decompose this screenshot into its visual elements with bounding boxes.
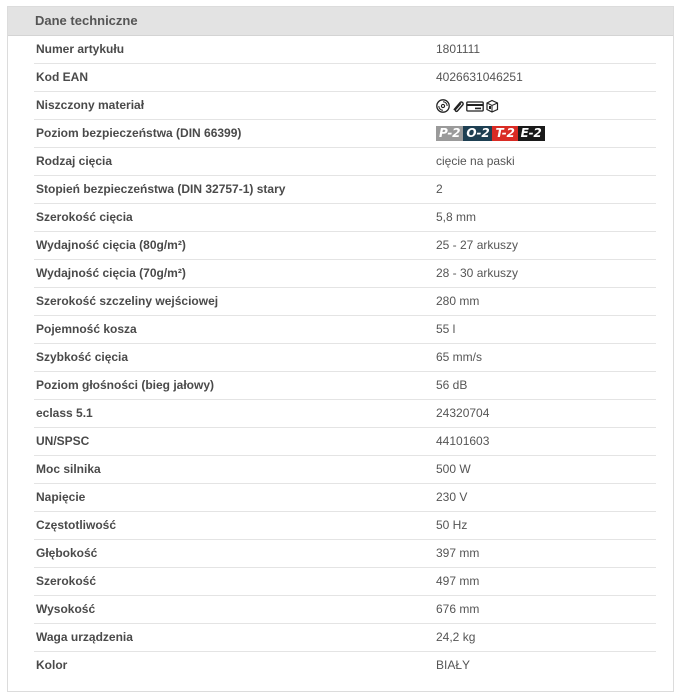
- staple-icon: [485, 99, 499, 113]
- spec-label: Wydajność cięcia (70g/m²): [36, 266, 186, 280]
- spec-value: 56 dB: [436, 378, 468, 392]
- spec-value: 1801111: [436, 42, 481, 56]
- spec-label: Pojemność kosza: [36, 322, 137, 336]
- cd-icon: [436, 99, 450, 113]
- spec-label: Wysokość: [36, 602, 96, 616]
- spec-label: Szerokość cięcia: [36, 210, 133, 224]
- spec-value: 500 W: [436, 462, 471, 476]
- spec-label: Rodzaj cięcia: [36, 154, 113, 168]
- table-row: [34, 540, 656, 568]
- table-row: [34, 148, 656, 176]
- spec-label: Głębokość: [36, 546, 98, 560]
- spec-value: 397 mm: [436, 546, 480, 560]
- table-row: [34, 176, 656, 204]
- security-level-t2: T-2: [492, 126, 517, 141]
- security-level-p2: P-2: [436, 126, 463, 141]
- table-row: [34, 372, 656, 400]
- table-row: [34, 568, 656, 596]
- spec-value: 65 mm/s: [436, 350, 483, 364]
- table-row: [34, 64, 656, 92]
- table-row: [34, 344, 656, 372]
- security-levels: [436, 126, 545, 141]
- spec-value: 50 Hz: [436, 518, 468, 532]
- table-row: [34, 288, 656, 316]
- spec-value: 497 mm: [436, 574, 480, 588]
- credit-card-icon: [466, 99, 484, 113]
- panel-title: Dane techniczne: [8, 7, 673, 36]
- spec-label: Szerokość: [36, 574, 97, 588]
- spec-value: 55 l: [436, 322, 456, 336]
- table-row: [34, 456, 656, 484]
- paperclip-icon: [451, 99, 465, 113]
- table-row: [34, 316, 656, 344]
- spec-value: BIAŁY: [436, 658, 471, 672]
- table-row: [34, 596, 656, 624]
- spec-value: 4026631046251: [436, 70, 523, 84]
- spec-value: 5,8 mm: [436, 210, 477, 224]
- spec-value: 24320704: [436, 406, 490, 420]
- security-level-e2: E-2: [518, 126, 545, 141]
- spec-label: Szerokość szczeliny wejściowej: [36, 294, 219, 308]
- spec-label: Napięcie: [36, 490, 86, 504]
- table-row: [34, 120, 656, 148]
- spec-value: 2: [436, 182, 443, 196]
- spec-label: Wydajność cięcia (80g/m²): [36, 238, 186, 252]
- spec-label: Stopień bezpieczeństwa (DIN 32757-1) stary: [36, 182, 286, 196]
- spec-label: Kolor: [36, 658, 68, 672]
- material-icons: [436, 98, 499, 113]
- spec-label: Waga urządzenia: [36, 630, 133, 644]
- spec-label: eclass 5.1: [36, 406, 93, 420]
- spec-label: Moc silnika: [36, 462, 101, 476]
- spec-value: 24,2 kg: [436, 630, 476, 644]
- spec-label: Numer artykułu: [36, 42, 125, 56]
- spec-table: [34, 36, 656, 680]
- table-row: [34, 484, 656, 512]
- spec-value: 44101603: [436, 434, 490, 448]
- table-row: [34, 232, 656, 260]
- spec-value: 25 - 27 arkuszy: [436, 238, 519, 252]
- table-row: [34, 400, 656, 428]
- table-row: [34, 92, 656, 120]
- spec-label: Niszczony materiał: [36, 98, 145, 112]
- spec-label: Kod EAN: [36, 70, 88, 84]
- spec-label: Poziom bezpieczeństwa (DIN 66399): [36, 126, 242, 140]
- spec-label: Poziom głośności (bieg jałowy): [36, 378, 215, 392]
- security-level-o2: O-2: [463, 126, 492, 141]
- spec-label: Szybkość cięcia: [36, 350, 129, 364]
- spec-label: UN/SPSC: [36, 434, 90, 448]
- table-row: [34, 204, 656, 232]
- table-row: [34, 36, 656, 64]
- spec-value: 28 - 30 arkuszy: [436, 266, 519, 280]
- spec-label: Częstotliwość: [36, 518, 117, 532]
- spec-value: cięcie na paski: [436, 154, 515, 168]
- table-row: [34, 260, 656, 288]
- table-row: [34, 428, 656, 456]
- table-row: [34, 652, 656, 680]
- table-row: [34, 624, 656, 652]
- spec-value: 280 mm: [436, 294, 480, 308]
- technical-data-panel: [7, 6, 674, 692]
- spec-value: 230 V: [436, 490, 468, 504]
- spec-value: 676 mm: [436, 602, 480, 616]
- table-row: [34, 512, 656, 540]
